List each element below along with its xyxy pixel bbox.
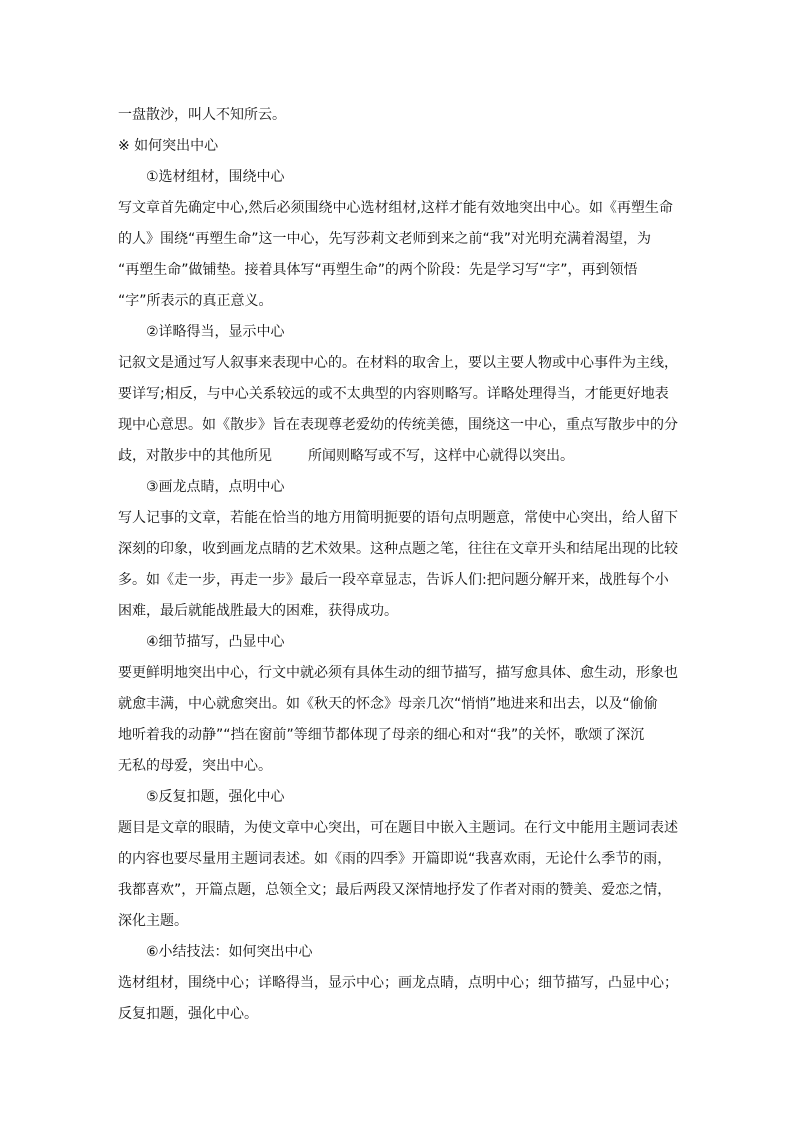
paragraph-line: 要详写;相反，与中心关系较远的或不太典型的内容则略写。详略处理得当，才能更好地表 — [118, 386, 669, 402]
paragraph-segment: 歧，对散步中的其他所见 — [118, 448, 272, 464]
paragraph-line: 选材组材，围绕中心；详略得当，显示中心；画龙点睛，点明中心；细节描写，凸显中心； — [118, 975, 678, 991]
paragraph-line: 反复扣题，强化中心。 — [118, 1006, 258, 1022]
paragraph-segment: 所闻则略写或不写，这样中心就得以突出。 — [308, 448, 574, 464]
paragraph-line: 记叙文是通过写人叙事来表现中心的。在材料的取舍上，要以主要人物或中心事件为主线， — [118, 355, 678, 371]
paragraph-line: 的内容也要尽量用主题词表述。如《雨的四季》开篇即说“我喜欢雨，无论什么季节的雨， — [118, 851, 672, 867]
paragraph-line: 深化主题。 — [118, 913, 188, 929]
paragraph-line: 题目是文章的眼睛，为使文章中心突出，可在题目中嵌入主题词。在行文中能用主题词表述 — [118, 820, 678, 836]
paragraph-line: 一盘散沙，叫人不知所云。 — [118, 107, 286, 123]
paragraph-line: 就愈丰满，中心就愈突出。如《秋天的怀念》母亲几次“悄悄”地进来和出去，以及“偷偷 — [118, 696, 658, 712]
paragraph-line: 要更鲜明地突出中心，行文中就必须有具体生动的细节描写，描写愈具体、愈生动，形象也 — [118, 665, 678, 681]
paragraph-line: 困难，最后就能战胜最大的困难，获得成功。 — [118, 603, 398, 619]
paragraph-line: 现中心意思。如《散步》旨在表现尊老爱幼的传统美德，围绕这一中心，重点写散步中的分 — [118, 417, 678, 433]
subheading-2: ②详略得当，显示中心 — [146, 324, 285, 340]
subheading-5: ⑤反复扣题，强化中心 — [146, 789, 285, 805]
subheading-4: ④细节描写，凸显中心 — [146, 634, 285, 650]
section-heading: ※ 如何突出中心 — [118, 138, 219, 154]
subheading-6: ⑥小结技法：如何突出中心 — [146, 944, 313, 960]
paragraph-line: 我都喜欢”，开篇点题，总领全文；最后两段又深情地抒发了作者对雨的赞美、爱恋之情， — [118, 882, 672, 898]
paragraph-line: “再塑生命”做铺垫。接着具体写“再塑生命”的两个阶段：先是学习写“字”，再到领悟 — [118, 262, 638, 278]
paragraph-line: 地听着我的动静”“挡在窗前”等细节都体现了母亲的细心和对“我”的关怀，歌颂了深沉 — [118, 727, 645, 743]
document-body — [118, 100, 678, 1030]
paragraph-line: 的人》围绕“再塑生命”这一中心，先写莎莉文老师到来之前“我”对光明充满着渴望，为 — [118, 231, 652, 247]
paragraph-line: 写人记事的文章，若能在恰当的地方用简明扼要的语句点明题意，常使中心突出，给人留下 — [118, 510, 678, 526]
paragraph-line: 写文章首先确定中心,然后必须围绕中心选材组材,这样才能有效地突出中心。如《再塑生命 — [118, 200, 673, 216]
subheading-1: ①选材组材，围绕中心 — [146, 169, 285, 185]
subheading-3: ③画龙点睛，点明中心 — [146, 479, 285, 495]
paragraph-line: “字”所表示的真正意义。 — [118, 293, 273, 309]
paragraph-line: 多。如《走一步，再走一步》最后一段卒章显志，告诉人们:把问题分解开来，战胜每个小 — [118, 572, 669, 588]
paragraph-line: 无私的母爱，突出中心。 — [118, 758, 272, 774]
paragraph-line — [118, 441, 678, 472]
paragraph-line: 深刻的印象，收到画龙点睛的艺术效果。这种点题之笔，往往在文章开头和结尾出现的比较 — [118, 541, 678, 557]
